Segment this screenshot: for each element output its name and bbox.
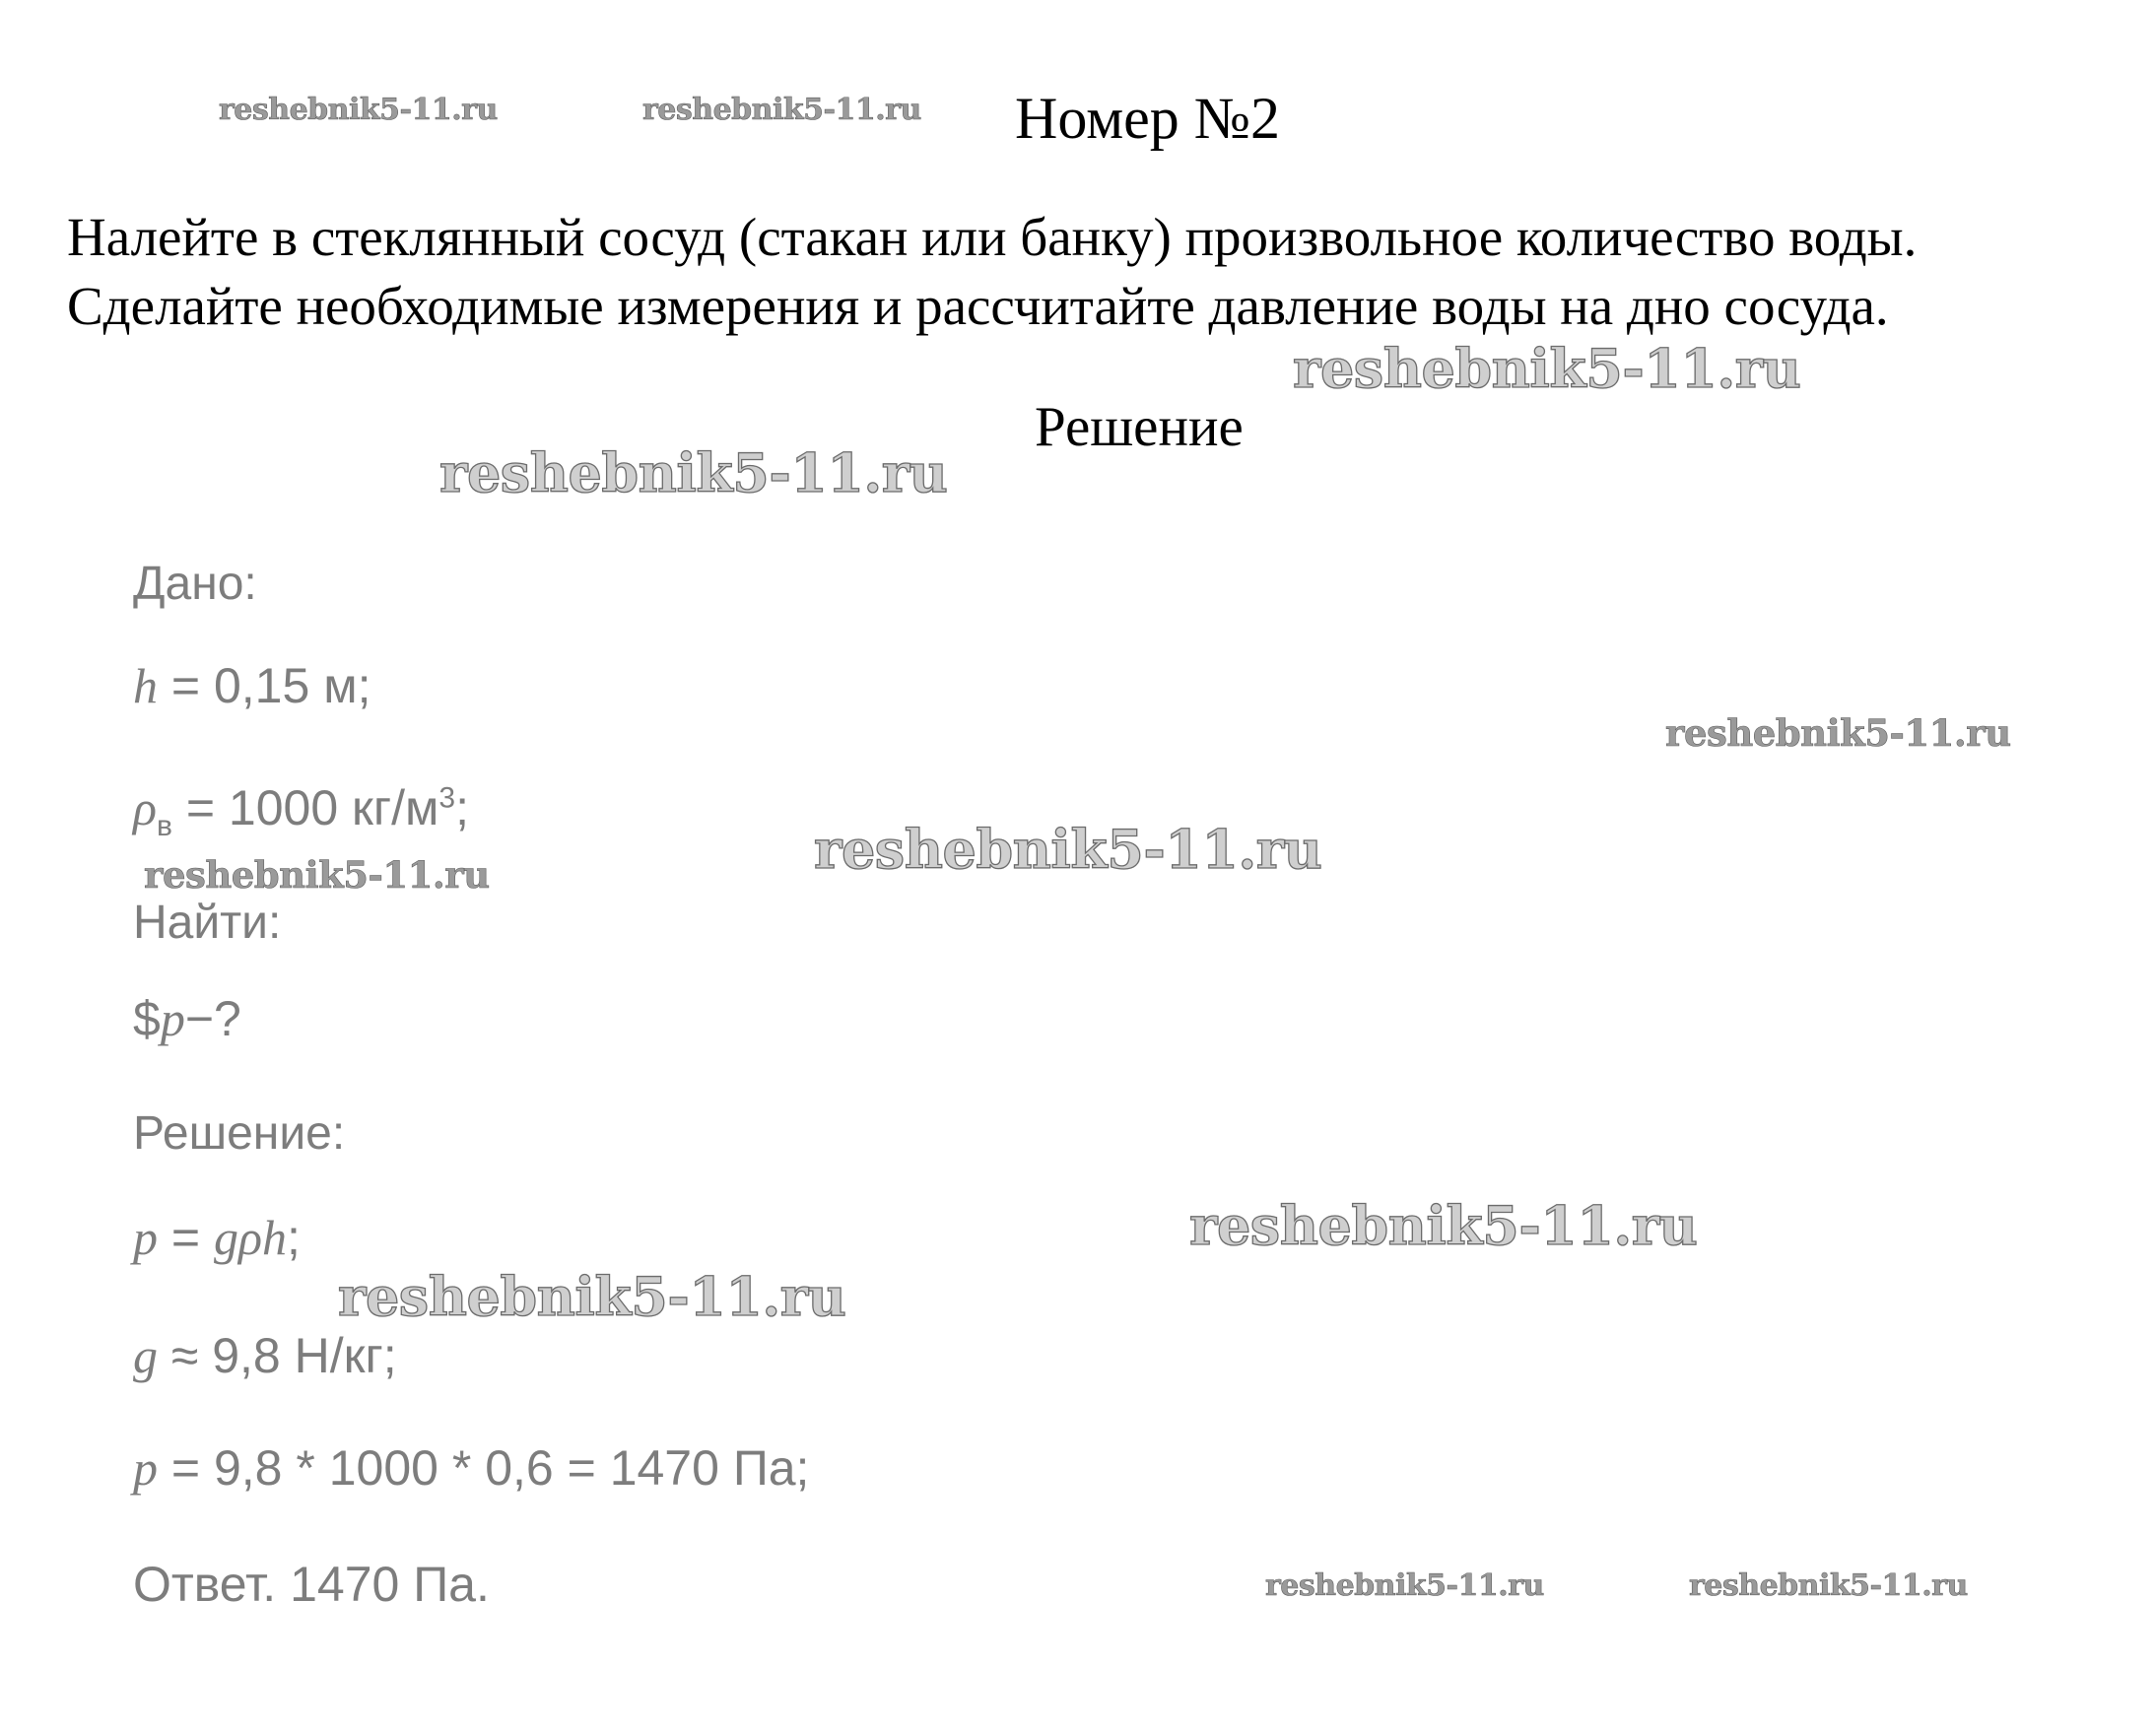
watermark: reshebnik5-11.ru [1189, 1194, 1698, 1257]
task-text-line-2: Сделайте необходимые измерения и рассчитайте давление воды на дно сосуда. [67, 276, 1889, 336]
task-text-line-1: Налейте в стеклянный сосуд (стакан или банку) произвольное количество воды. [67, 207, 1918, 267]
calc-variable: p [133, 1440, 158, 1496]
find-label: Найти: [133, 897, 282, 949]
watermark: reshebnik5-11.ru [219, 93, 498, 127]
find-variable: p [160, 991, 185, 1046]
formula-line [133, 1208, 301, 1267]
formula-end: ; [286, 1210, 301, 1265]
g-line [133, 1326, 397, 1385]
rho-superscript: 3 [438, 781, 456, 815]
watermark: reshebnik5-11.ru [1265, 1568, 1544, 1603]
h-value: = 0,15 м; [158, 658, 371, 713]
rho-end: ; [455, 780, 470, 835]
watermark: reshebnik5-11.ru [1293, 337, 1801, 400]
h-variable: h [133, 658, 158, 713]
watermark: reshebnik5-11.ru [814, 818, 1322, 881]
watermark: reshebnik5-11.ru [144, 853, 490, 897]
answer-line: Ответ. 1470 Па. [133, 1557, 490, 1612]
formula-p: p [133, 1210, 158, 1265]
g-value: ≈ 9,8 Н/кг; [158, 1328, 397, 1383]
watermark: reshebnik5-11.ru [642, 93, 921, 127]
solution-heading: Решение [1035, 396, 1244, 458]
g-variable: g [133, 1328, 158, 1383]
calc-value: = 9,8 * 1000 * 0,6 = 1470 Па; [158, 1440, 810, 1496]
formula-eq: = [158, 1210, 214, 1265]
page-title: Номер №2 [1015, 86, 1281, 151]
given-rho [133, 778, 470, 842]
calculation-line [133, 1438, 809, 1498]
watermark: reshebnik5-11.ru [439, 441, 948, 504]
rho-subscript: в [157, 810, 172, 842]
watermark: reshebnik5-11.ru [1665, 711, 2011, 755]
given-h [133, 656, 371, 715]
watermark: reshebnik5-11.ru [338, 1265, 846, 1328]
find-suffix: −? [184, 991, 241, 1046]
find-expression [133, 989, 241, 1048]
rho-value: = 1000 кг/м [171, 780, 439, 835]
find-prefix: $ [133, 991, 161, 1046]
given-label: Дано: [133, 558, 257, 610]
formula-rhs: gρh [213, 1210, 287, 1265]
rho-variable: ρ [133, 780, 157, 835]
watermark: reshebnik5-11.ru [1689, 1568, 1968, 1603]
solution-label: Решение: [133, 1107, 346, 1160]
